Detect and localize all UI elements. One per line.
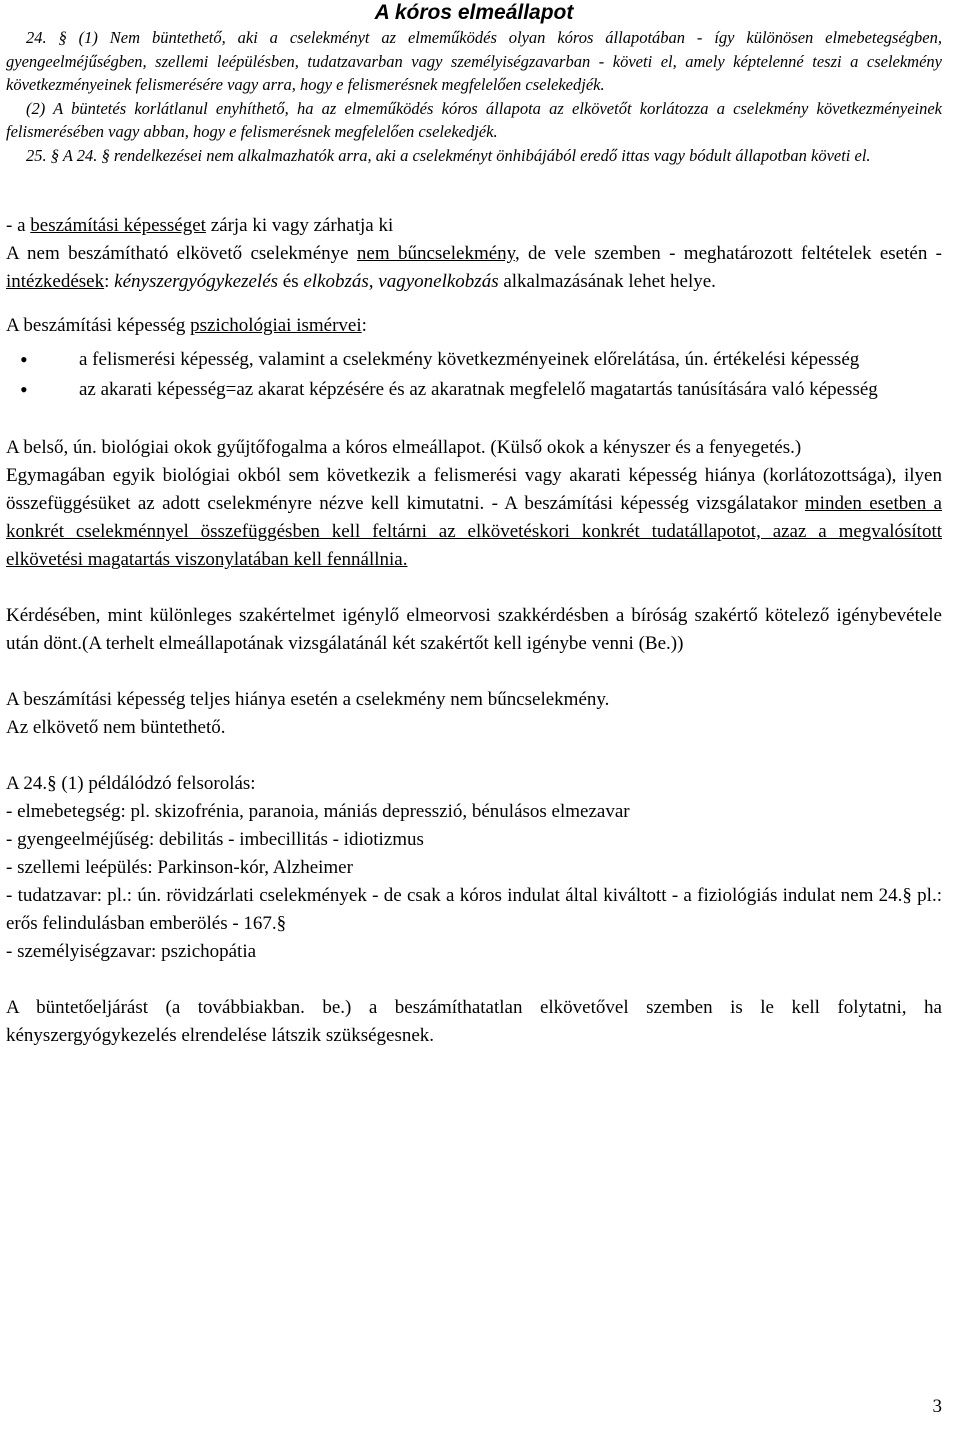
- bullet-list: [6, 346, 942, 404]
- list-item: - szellemi leépülés: Parkinson-kór, Alzheimer: [6, 857, 353, 878]
- underlined-term: elkövetési magatartás viszonylatában kell fennállnia.: [6, 549, 408, 570]
- text: A beszámítási képesség: [6, 315, 191, 336]
- statute-paragraph-24-1: 24. § (1) Nem büntethető, aki a cselekményt az elmeműködés olyan kóros állapotában - így különösen elmebetegségben, gyengeelméjűségben, szellemi leépülésben, tudatzavarban vagy személyiségzavarban - követi el, amely képtelenné teszi a cselekmény következményeinek felismerésére vagy arra, hogy e felismerésnek megfelelően cselekedjék.: [6, 28, 942, 94]
- underlined-term: beszámítási képességet: [30, 215, 206, 236]
- underlined-term: minden esetben a konkrét cselekménnyel összefüggésben kell feltárni az elkövetéskori konkrét tudatállapotot, azaz a megvalósított: [6, 493, 942, 542]
- text: - a: [6, 215, 31, 236]
- text: zárja ki vagy zárhatja ki: [205, 215, 394, 236]
- underlined-term: nem bűncselekmény: [356, 243, 515, 264]
- italic-term: kényszergyógykezelés: [114, 271, 279, 292]
- list-item: - tudatzavar: pl.: ún. rövidzárlati cselekmények - de csak a kóros indulat által kiváltott - a fiziológiás indulat nem 24.§ pl.: erős felindulásban emberölés - 167.§: [6, 885, 942, 934]
- paragraph-psych-criteria: [6, 312, 942, 340]
- paragraph-expert: Kérdésében, mint különleges szakértelmet igénylő elmeorvosi szakkérdésben a bíróság szakértő kötelező igénybevétele után dönt.(A terhelt elmeállapotának vizsgálatánál két szakértőt kell igénybe venni (Be.)): [6, 605, 942, 654]
- paragraph-alone: [6, 462, 942, 574]
- text: , de vele szemben - meghatározott feltételek esetén -: [514, 243, 942, 264]
- text: :: [104, 271, 115, 292]
- statute-quote: [6, 26, 942, 167]
- list-item: - gyengeelméjűség: debilitás - imbecillitás - idiotizmus: [6, 829, 424, 850]
- page-number: 3: [932, 1396, 942, 1417]
- text: Egymagában egyik biológiai okból sem következik a felismerési vagy akarati képesség hiánya (korlátozottsága), ilyen összefüggésüket az adott cselekményre nézve kell kimutatni. - A beszámítási képesség vizsgálatakor: [6, 465, 942, 514]
- text: és: [278, 271, 304, 292]
- page-title: A kóros elmeállapot: [374, 1, 574, 24]
- text: alkalmazásának lehet helye.: [498, 271, 716, 292]
- bullet-item: • a felismerési képesség, valamint a cselekmény következményeinek előrelátása, ún. értékelési képesség: [6, 346, 942, 374]
- statute-paragraph-25: 25. § A 24. § rendelkezései nem alkalmazhatók arra, aki a cselekményt önhibájából eredő ittas vagy bódult állapotban követi el.: [26, 145, 871, 165]
- text: A nem beszámítható elkövető cselekménye: [6, 243, 357, 264]
- paragraph-biological-causes: A belső, ún. biológiai okok gyűjtőfogalma a kóros elmeállapot. (Külső okok a kényszer és a fenyegetés.): [6, 437, 802, 458]
- document-page: [6, 0, 942, 1050]
- paragraph-not-punishable: Az elkövető nem büntethető.: [6, 717, 226, 738]
- text: :: [361, 315, 367, 336]
- paragraph-not-imputable: [6, 240, 942, 296]
- list-item: - elmebetegség: pl. skizofrénia, paranoia, mániás depresszió, bénulásos elmezavar: [6, 801, 630, 822]
- paragraph-exclusion: [6, 212, 942, 240]
- underlined-term: intézkedések: [6, 271, 105, 292]
- paragraph-closing: A büntetőeljárást (a továbbiakban. be.) a beszámíthatatlan elkövetővel szemben is le kell folytatni, ha kényszergyógykezelés elrendelése látszik szükségesnek.: [6, 997, 942, 1046]
- underlined-term: pszichológiai ismérvei: [190, 315, 362, 336]
- bullet-item: • az akarati képesség=az akarat képzésére és az akaratnak megfelelő magatartás tanúsítására való képesség: [6, 376, 942, 404]
- list-item: - személyiségzavar: pszichopátia: [6, 941, 257, 962]
- statute-paragraph-24-2: (2) A büntetés korlátlanul enyhíthető, ha az elmeműködés kóros állapota az elkövetőt korlátozza a cselekmény következményeinek felismerésében vagy abban, hogy e felismerésnek megfelelően cselekedjék.: [6, 98, 942, 141]
- document-body: [6, 212, 942, 1050]
- italic-term: elkobzás, vagyonelkobzás: [303, 271, 499, 292]
- paragraph-total-absence: A beszámítási képesség teljes hiánya esetén a cselekmény nem bűncselekmény.: [6, 689, 610, 710]
- list-heading: A 24.§ (1) példálódzó felsorolás:: [6, 773, 256, 794]
